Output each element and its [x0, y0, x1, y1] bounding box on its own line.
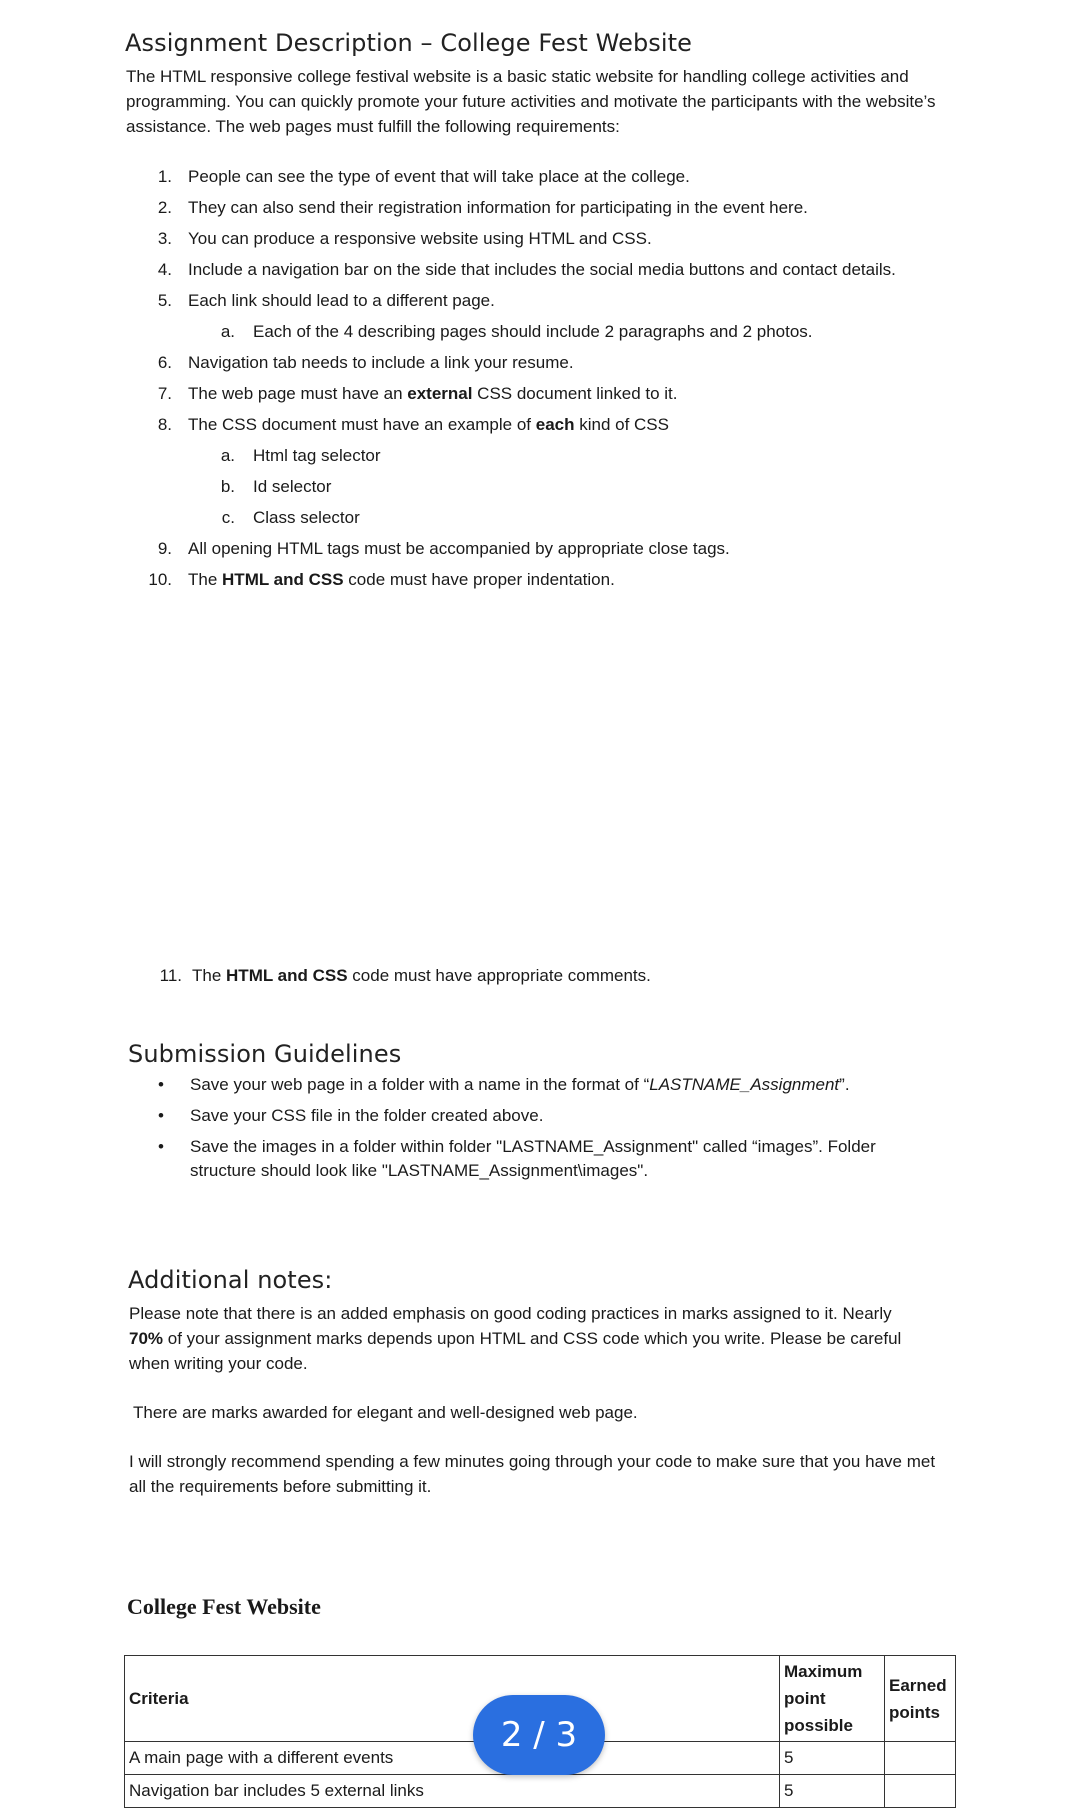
notes-p1-post: of your assignment marks depends upon HTML and CSS code which you write. Please be careful when writing your code.	[129, 1329, 902, 1373]
page-indicator[interactable]: 2 / 3	[473, 1695, 605, 1775]
requirement-number: b.	[220, 477, 235, 496]
requirement-text	[188, 412, 669, 437]
submission-text	[190, 1104, 930, 1128]
requirement-text	[188, 381, 678, 406]
requirement-number: 11.	[159, 966, 182, 985]
requirement-text: They can also send their registration information for participating in the event here.	[188, 198, 808, 217]
requirement-number: a.	[220, 322, 235, 341]
requirement-text: Class selector	[253, 508, 360, 527]
requirement-text-post: kind of CSS	[574, 415, 669, 434]
requirement-text-pre: The	[192, 966, 227, 985]
notes-p1-pre: Please note that there is an added emphasis on good coding practices in marks assigned to it. Nearly	[129, 1304, 892, 1323]
criteria-header: Criteria	[125, 1656, 780, 1742]
bullet-icon: •	[158, 1137, 164, 1156]
bullet-icon: •	[158, 1075, 164, 1094]
requirement-number: 9.	[157, 539, 172, 558]
requirement-text: Include a navigation bar on the side that includes the social media buttons and contact details.	[188, 260, 896, 279]
requirement-number: 3.	[157, 229, 172, 248]
notes-paragraph-1	[129, 1301, 929, 1376]
submission-text-pre: Save the images in a folder within folder "LASTNAME_Assignment" called “images”. Folder structure should look like "LASTNAME_Assignment\images".	[190, 1137, 876, 1180]
requirement-text-pre: The web page must have an	[188, 384, 408, 403]
requirement-text: Html tag selector	[253, 446, 381, 465]
requirement-text-post: code must have appropriate comments.	[347, 966, 651, 985]
requirement-text: Navigation tab needs to include a link your resume.	[188, 353, 574, 372]
requirement-number: 5.	[157, 291, 172, 310]
requirement-number: 7.	[157, 384, 172, 403]
notes-paragraph-3: I will strongly recommend spending a few minutes going through your code to make sure that you have met all the requirements before submitting it.	[129, 1452, 936, 1496]
notes-p1-bold: 70%	[129, 1329, 164, 1348]
submission-text-pre: Save your web page in a folder with a name in the format of “	[190, 1075, 650, 1094]
rubric-max-cell: 5	[780, 1742, 885, 1775]
requirement-text	[188, 567, 615, 592]
rubric-earned-cell	[885, 1775, 956, 1808]
rubric-max-cell: 5	[780, 1775, 885, 1808]
requirement-text-bold: external	[407, 384, 473, 403]
requirement-number: 10.	[148, 570, 172, 589]
requirement-text: You can produce a responsive website using HTML and CSS.	[188, 229, 652, 248]
notes-paragraph-2: There are marks awarded for elegant and well-designed web page.	[133, 1403, 638, 1422]
requirement-text: All opening HTML tags must be accompanied by appropriate close tags.	[188, 539, 730, 558]
requirement-text	[192, 963, 651, 988]
submission-text-pre: Save your CSS file in the folder created above.	[190, 1106, 544, 1125]
requirement-text-bold: each	[535, 415, 575, 434]
requirement-number: 2.	[157, 198, 172, 217]
earned-points-header-line1: Earned	[889, 1675, 947, 1695]
max-points-header-line3: possible	[784, 1716, 853, 1735]
requirement-number: 8.	[157, 415, 172, 434]
rubric-row	[125, 1775, 956, 1808]
requirement-text-pre: The CSS document must have an example of	[188, 415, 536, 434]
earned-points-header-line2: points	[889, 1702, 940, 1722]
requirement-text: People can see the type of event that will take place at the college.	[188, 167, 690, 186]
requirement-text-pre: The	[188, 570, 223, 589]
submission-text-italic: LASTNAME_Assignment	[649, 1075, 840, 1094]
max-points-header	[780, 1656, 885, 1742]
submission-title: Submission Guidelines	[128, 1040, 402, 1068]
rubric-criteria-cell: Navigation bar includes 5 external links	[125, 1775, 780, 1808]
rubric-earned-cell	[885, 1742, 956, 1775]
submission-text-post: ”.	[839, 1075, 850, 1094]
max-points-header-line2: point	[784, 1689, 826, 1708]
requirement-text: Id selector	[253, 477, 332, 496]
assignment-title: Assignment Description – College Fest Website	[125, 29, 693, 57]
rubric-criteria-cell: A main page with a different events	[125, 1742, 780, 1775]
requirement-number: a.	[220, 446, 235, 465]
requirement-text: Each of the 4 describing pages should include 2 paragraphs and 2 photos.	[253, 322, 813, 341]
requirement-number: 6.	[157, 353, 172, 372]
requirement-text: Each link should lead to a different page.	[188, 291, 495, 310]
bullet-icon: •	[158, 1106, 164, 1125]
max-points-header-line1: Maximum	[784, 1662, 863, 1681]
notes-title: Additional notes:	[128, 1266, 333, 1294]
requirement-number: 4.	[157, 260, 172, 279]
requirement-text-post: code must have proper indentation.	[343, 570, 615, 589]
rubric-title: College Fest Website	[127, 1594, 321, 1619]
requirement-text-post: CSS document linked to it.	[472, 384, 678, 403]
earned-points-header	[885, 1656, 956, 1742]
requirement-number: 1.	[157, 167, 172, 186]
requirement-text-bold: HTML and CSS	[222, 570, 344, 589]
submission-text	[190, 1073, 930, 1097]
submission-text	[190, 1135, 930, 1183]
assignment-intro: The HTML responsive college festival website is a basic static website for handling college activities and programming. You can quickly promote your future activities and motivate the participants with the website’s assistance. The web pages must fulfill the following requirements:	[126, 67, 936, 136]
requirement-number: c.	[221, 508, 235, 527]
requirement-text-bold: HTML and CSS	[226, 966, 348, 985]
